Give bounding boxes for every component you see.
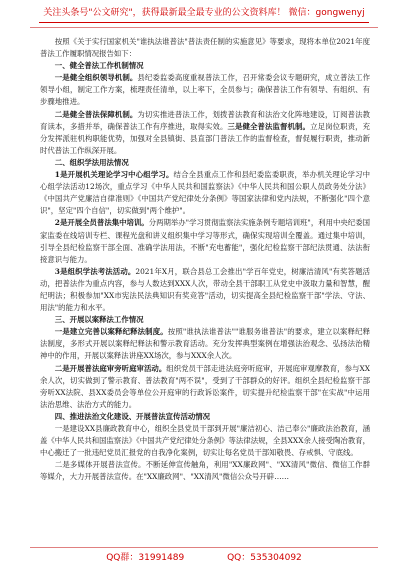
paragraph-lead: 二是开展普法庭审旁听庭审活动。 [54, 363, 167, 373]
paragraph-text: 结合全县重点工作和县纪委监委职责，举办机关理论学习中心组学法活动12场次，重点学习《中华人民共和国监察法》《中华人民共和国公职人员政务处分法》《中国共产党廉洁自律准则》《中国共产党纪律处分条例》等国家法律和党内法规，不断强化"四个意识"，坚定"四个自信"，切实做到"两个维护"。 [40, 170, 370, 216]
paragraph-lead: 2是开展全员普法集中培训。 [54, 218, 149, 228]
footer-divider [30, 547, 378, 548]
paragraph-text: 一是建设XX县廉政教育中心，组织全县党员干部到开展"廉洁初心、洁己奉公"廉政法治教育，涵盖《中华人民共和国监察法》《中国共产党纪律处分条例》等法律法规，全县XXX余人接受陶冶教育，中心搬迁了一批违纪党员汇报党的自我净化案例，切实让每名党员干部知敬畏、存戒惧、守底线。 [40, 424, 370, 458]
body-paragraph [40, 326, 370, 362]
paragraph-text: 分两期举办"学习贯彻监察法实施条例专题培训班"，利用中央纪委国家监委在线培训专栏、课程光盘和讲义组织集中学习等形式，确保实现培训全覆盖。通过集中培训，引导全县纪检监察干部全面、准确学法用法，不断"充电蓄能"，强化纪检监察干部纪法贯通、法法衔接意识与能力。 [40, 218, 370, 264]
page-footer [0, 550, 408, 566]
body-paragraph [40, 266, 370, 314]
paragraph-lead: 一是建立完善以案释纪释法制度。 [54, 327, 168, 337]
body-paragraph [40, 363, 370, 411]
section-heading [40, 157, 370, 169]
paragraph-lead: 3是组织学法考法活动。 [54, 266, 136, 276]
paragraph-lead: 二是健全普法保障机制。 [54, 109, 138, 119]
paragraph-text: 二是多媒体开展普法宣传。不断延伸宣传触角，利用"XX廉政网"、"XX清风"微信、微信工作群等媒介，大力开展普法宣传。在"XX廉政网"、"XX清风"微信公众号开辟…… [40, 460, 370, 482]
paragraph-text: 立足岗位职责，充分发挥派驻机构职能优势，加强对全县镇街、县直部门普法工作的监督检查，督促履行职责，推动新时代普法工作纵深开展。 [40, 121, 370, 155]
document-body [40, 36, 370, 483]
page-header [0, 6, 408, 28]
paragraph-lead: 三是健全普法监督机制。 [227, 121, 311, 131]
section-heading [40, 411, 370, 423]
body-paragraph [40, 459, 370, 483]
footer-qq-contact: QQ：535304092 [227, 553, 302, 563]
footer-qq-group: QQ群：31991489 [106, 553, 185, 563]
body-paragraph [40, 36, 370, 60]
body-paragraph [40, 217, 370, 265]
body-paragraph [40, 72, 370, 108]
body-paragraph [40, 109, 370, 157]
section-heading [40, 60, 370, 72]
paragraph-text: 2021年X月，联合县总工会推出"学百年党史，树廉洁清风"有奖答题活动，把普法作为重点内容，参与人数达到XXX人次，带动全县干部职工从党史中汲取力量和智慧，醒纪明法；积极参加"XX市宪法民法典知识有奖竞答"活动，切实提高全县纪检监察干部"学法、守法、用法"的能力和水平。 [40, 266, 370, 313]
section-heading-text: 四、推进法治文化建设、开展普法宣传活动情况 [54, 411, 211, 421]
paragraph-text: 组织党员干部走进法庭旁听庭审，开展庭审观摩教育，参与XX余人次，切实做到了警示教育、普法教育"两不误"，受到了干部群众的好评。组织全县纪检监察干部旁听XX法院、县XX委员会等单位公开庭审的行政诉讼案件，切实提升纪检监察干部"在实战"中运用法治思维、法治方式的能力。 [40, 363, 370, 409]
section-heading-text: 一、健全普法工作机制情况 [54, 61, 144, 71]
body-paragraph [40, 423, 370, 459]
paragraph-text: 按照《关于实行国家机关"谁执法谁普法"普法责任制的实施意见》等要求，现将本单位2021年度普法工作履职情况报告如下： [40, 37, 370, 59]
paragraph-text: 县纪委监委高度重视普法工作，召开常委会议专题研究，成立普法工作领导小组，制定工作方案，梳理责任清单，以上率下，全员参与；确保普法工作有领导、有组织、有步骤地推进。 [40, 73, 370, 107]
paragraph-text: 按照"谁执法谁普法""谁服务谁普法"的要求，建立以案释纪释法制度，多形式开展以案释纪释法和警示教育活动。充分发挥典型案例在增强法治观念、弘扬法治精神中的作用，开展以案释法讲座XX场次，参与XXX余人次。 [40, 327, 370, 361]
body-paragraph [40, 169, 370, 217]
section-heading-text: 二、组织学法用法情况 [54, 157, 129, 167]
paragraph-lead: 一是健全组织领导机制。 [54, 73, 138, 83]
header-divider [30, 27, 378, 28]
header-banner-text: 关注头条号"公文研究"，获得最新最全最专业的公文资料库！ 微信：gongwenyj [39, 6, 368, 23]
section-heading-text: 三、开展以案释法工作情况 [54, 315, 144, 325]
section-heading [40, 314, 370, 326]
paragraph-lead: 1是开展机关理论学习中心组学习。 [54, 170, 174, 180]
paragraph-text: 为切实推进普法工作，划拨普法教育和法治文化阵地建设，订阅普法教育读本，多措并举，确保普法工作有序推进，取得实效。 [40, 109, 370, 131]
